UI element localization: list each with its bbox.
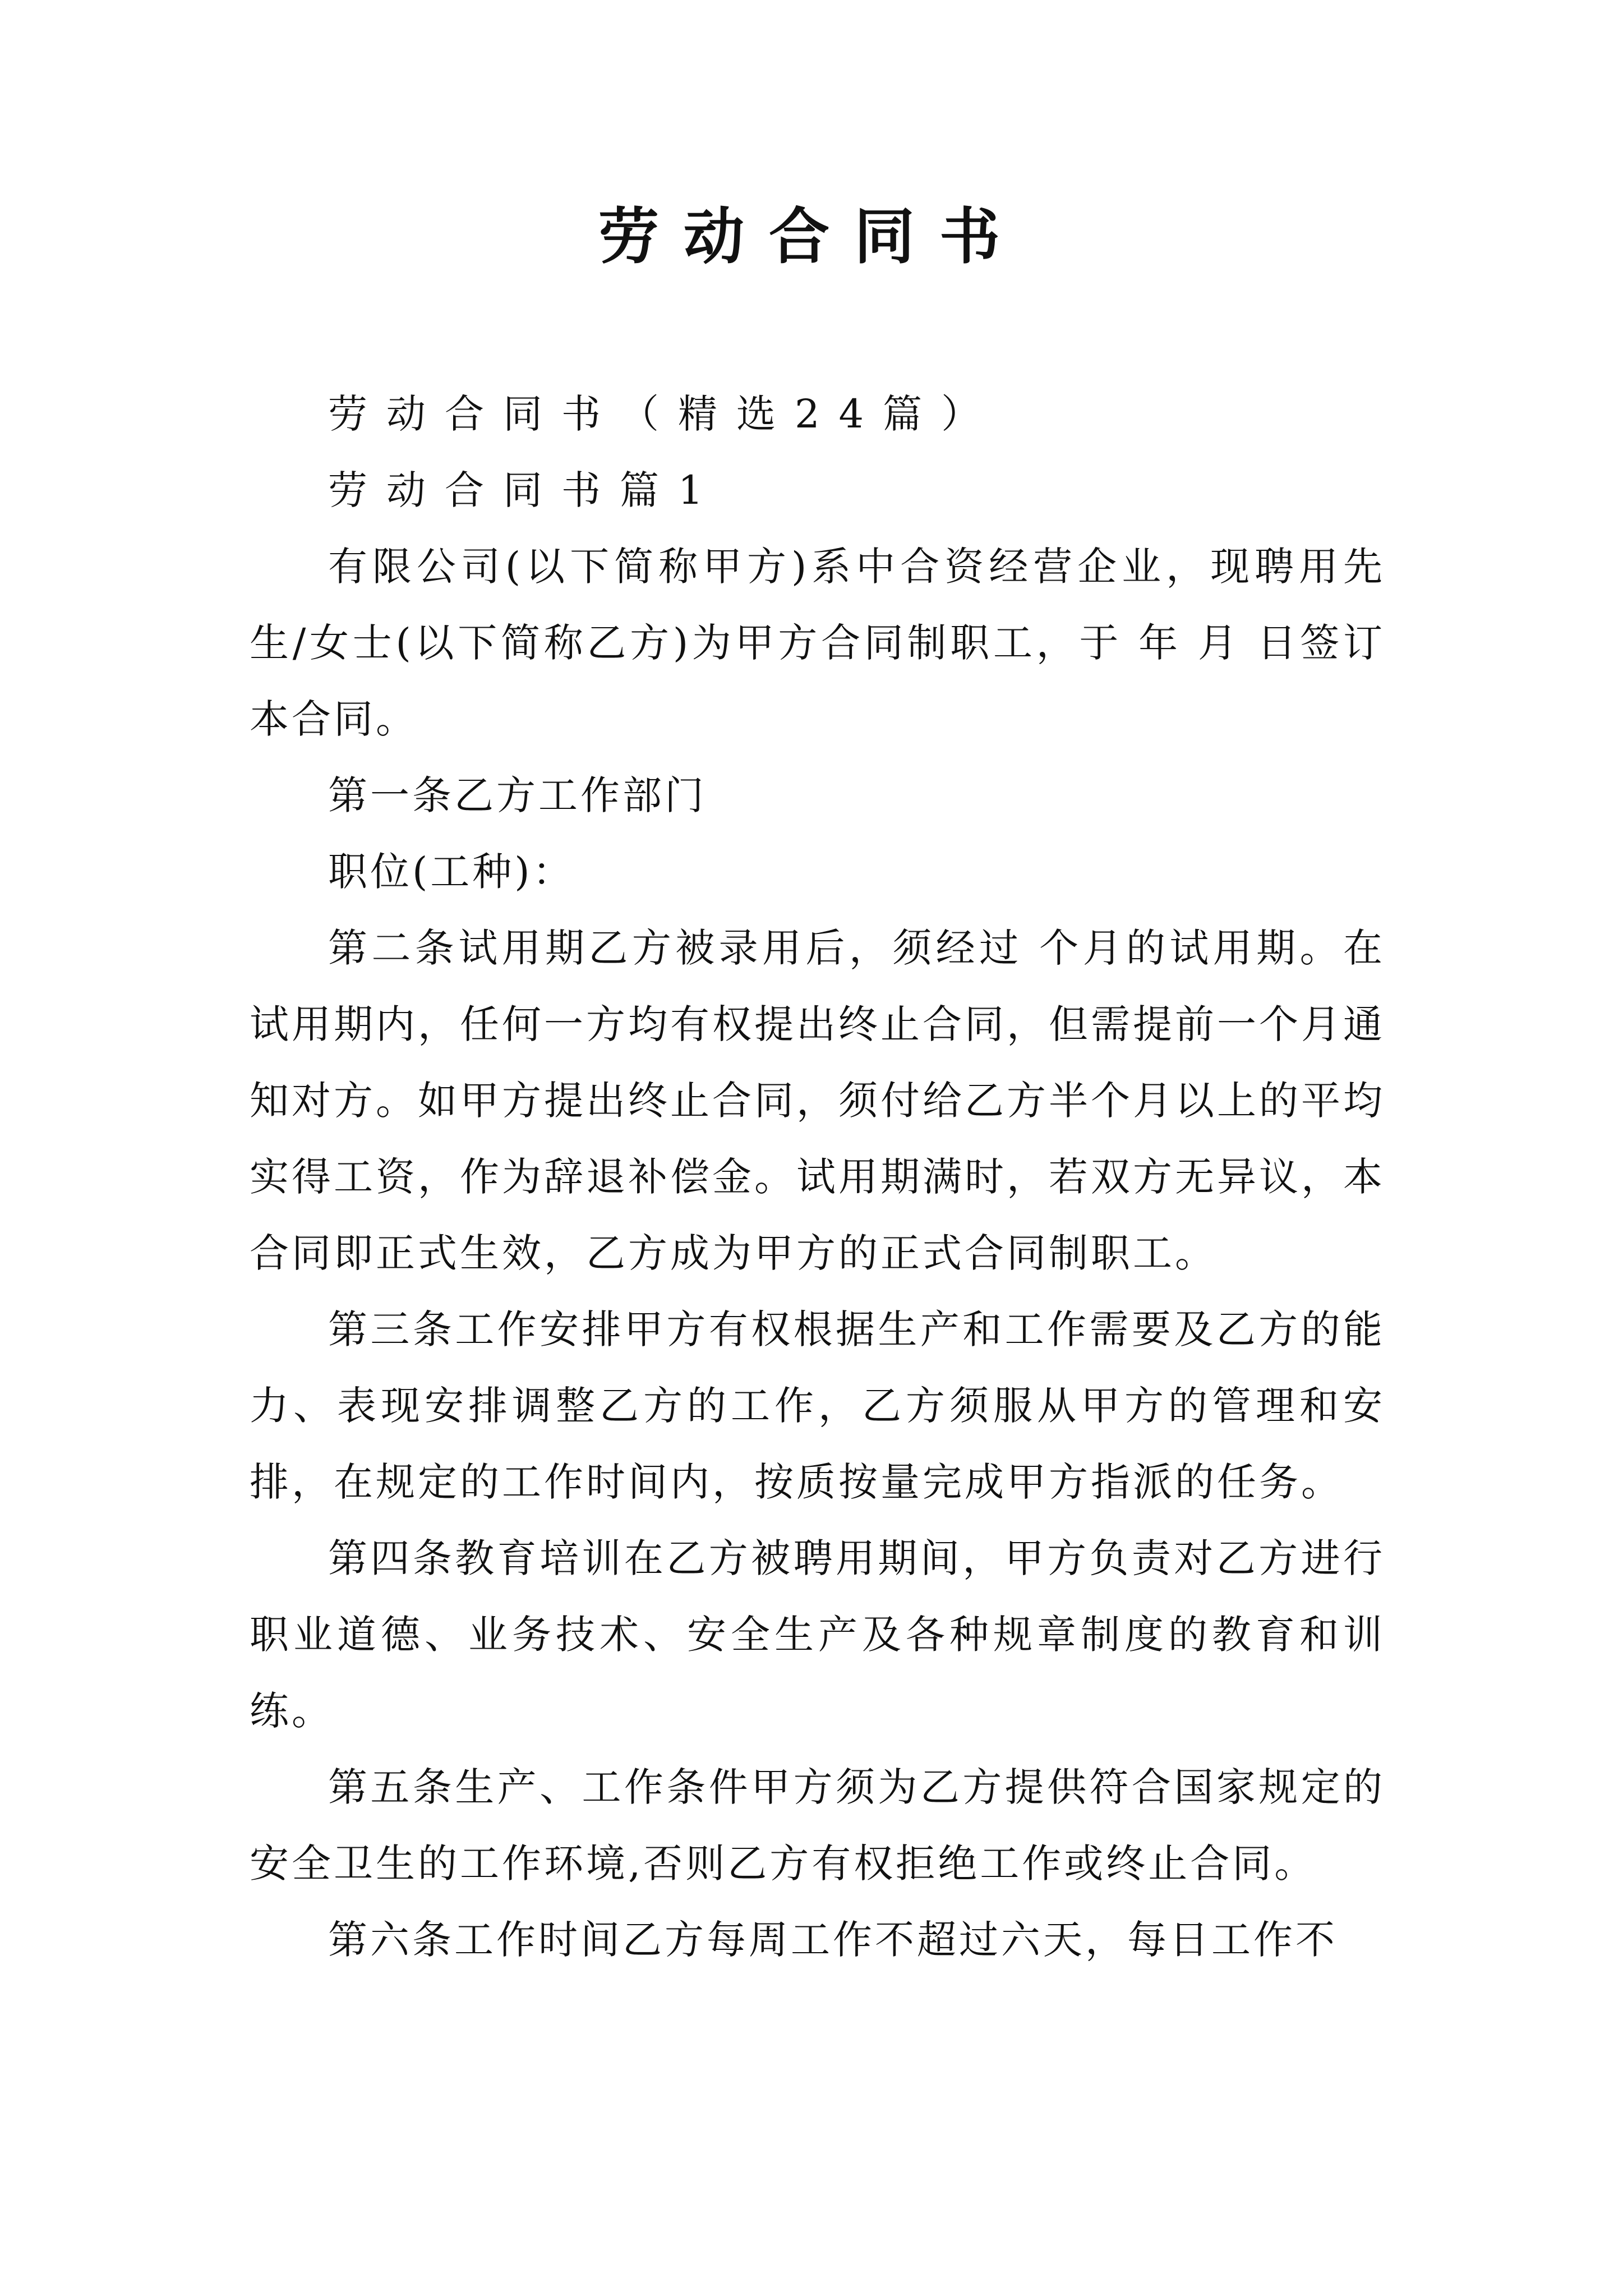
paragraph-article-1: 第一条乙方工作部门 <box>328 772 707 818</box>
paragraph-position: 职位(工种)： <box>328 849 575 895</box>
paragraph-section-heading: 劳动合同书篇1 <box>328 467 722 513</box>
document-title: 劳动合同书 <box>598 201 1025 272</box>
paragraph-preamble: 有限公司(以下简称甲方)系中合资经营企业，现聘用先生/女士(以下简称乙方)为甲方合同制职工，于 年 月 日签订本合同。 <box>250 544 1385 742</box>
paragraph-article-4: 第四条教育培训在乙方被聘用期间，甲方负责对乙方进行职业道德、业务技术、安全生产及各种规章制度的教育和训练。 <box>250 1535 1385 1734</box>
paragraph-article-5: 第五条生产、工作条件甲方须为乙方提供符合国家规定的安全卫生的工作环境,否则乙方有权拒绝工作或终止合同。 <box>250 1764 1385 1887</box>
paragraph-subtitle: 劳动合同书（精选24篇） <box>328 391 1000 437</box>
paragraph-article-3: 第三条工作安排甲方有权根据生产和工作需要及乙方的能力、表现安排调整乙方的工作，乙方须服从甲方的管理和安排，在规定的工作时间内，按质按量完成甲方指派的任务。 <box>250 1306 1385 1505</box>
document-body <box>250 376 1385 1978</box>
paragraph-article-2: 第二条试用期乙方被录用后，须经过 个月的试用期。在试用期内，任何一方均有权提出终止合同，但需提前一个月通知对方。如甲方提出终止合同，须付给乙方半个月以上的平均实得工资，作为辞退补偿金。试用期满时，若双方无异议，本合同即正式生效，乙方成为甲方的正式合同制职工。 <box>250 925 1385 1276</box>
paragraph-article-6: 第六条工作时间乙方每周工作不超过六天，每日工作不 <box>328 1917 1338 1963</box>
